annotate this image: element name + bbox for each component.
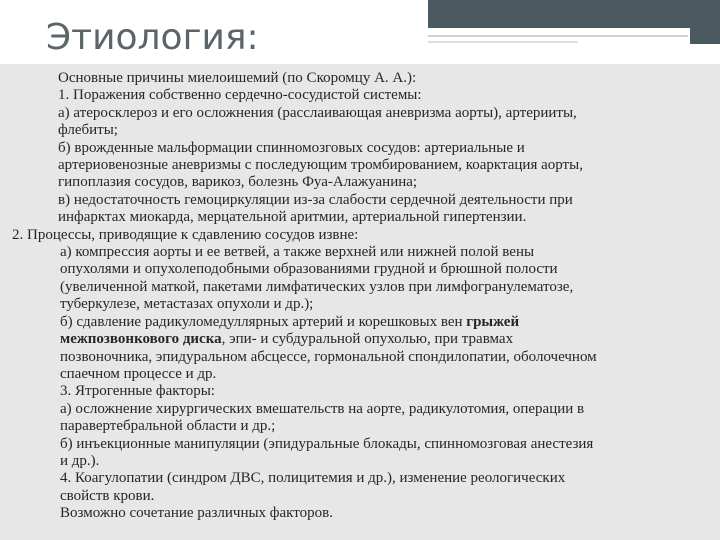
text-line: 1. Поражения собственно сердечно-сосудистой системы: — [58, 87, 422, 104]
accent-bar — [428, 0, 720, 28]
text-line: туберкулезе, метастазах опухоли и др.); — [60, 296, 314, 313]
text-line: спаечном процессе и др. — [60, 365, 217, 382]
text-line: а) компрессия аорты и ее ветвей, а также верхней или нижней полой вены — [60, 244, 535, 261]
text-line: и др.). — [60, 452, 100, 469]
text-line: артериовенозные аневризмы с последующим тромбированием, коарктация аорты, — [58, 157, 583, 174]
text-line: б) инъекционные манипуляции (эпидуральные блокады, спинномозговая анестезия — [60, 435, 594, 452]
text-line: гипоплазия сосудов, варикоз, болезнь Фуа-Алажуанина; — [58, 174, 418, 191]
text-line: а) атеросклероз и его осложнения (расслаивающая аневризма аорты), артерииты, — [58, 104, 577, 121]
text-line: свойств крови. — [60, 487, 155, 504]
text-line — [12, 314, 716, 331]
text-segment: б) сдавление радикуломедуллярных артерий и корешковых вен — [60, 313, 467, 330]
text-segment: , эпи- и субдуральной опухолью, при травмах — [221, 331, 514, 348]
text-line — [12, 331, 716, 348]
text-line: 3. Ятрогенные факторы: — [60, 383, 215, 400]
text-line: паравертебральной области и др.; — [60, 418, 276, 435]
text-line: 4. Коагулопатии (синдром ДВС, полицитемия и др.), изменение реологических — [60, 470, 566, 487]
text-line: (увеличенной маткой, пакетами лимфатических узлов при лимфогранулематозе, — [60, 278, 574, 295]
text-line: Возможно сочетание различных факторов. — [60, 505, 333, 522]
text-line: в) недостаточность гемоциркуляции из-за слабости сердечной деятельности при — [58, 191, 573, 208]
slide-body — [12, 70, 716, 523]
text-line: б) врожденные мальформации спинномозговых сосудов: артериальные и — [58, 139, 525, 156]
decorative-line — [428, 35, 688, 37]
accent-bar-notch — [690, 0, 720, 44]
text-line: а) осложнение хирургических вмешательств на аорте, радикулотомия, операции в — [60, 400, 585, 417]
text-line: позвоночника, эпидуральном абсцессе, гормональной спондилопатии, оболочечном — [60, 348, 597, 365]
text-line: опухолями и опухолеподобными образованиями грудной и брюшной полости — [60, 261, 558, 278]
bold-term: грыжей — [466, 313, 520, 330]
slide-title: Этиология: — [46, 17, 259, 58]
bold-term: межпозвонкового диска — [60, 331, 222, 348]
text-line: флебиты; — [58, 122, 118, 139]
decorative-line — [428, 41, 578, 43]
text-line: инфарктах миокарда, мерцательной аритмии, артериальной гипертензии. — [58, 209, 527, 226]
text-line: Основные причины миелоишемий (по Скоромцу А. А.): — [58, 70, 417, 86]
text-line: 2. Процессы, приводящие к сдавлению сосудов извне: — [12, 226, 359, 243]
